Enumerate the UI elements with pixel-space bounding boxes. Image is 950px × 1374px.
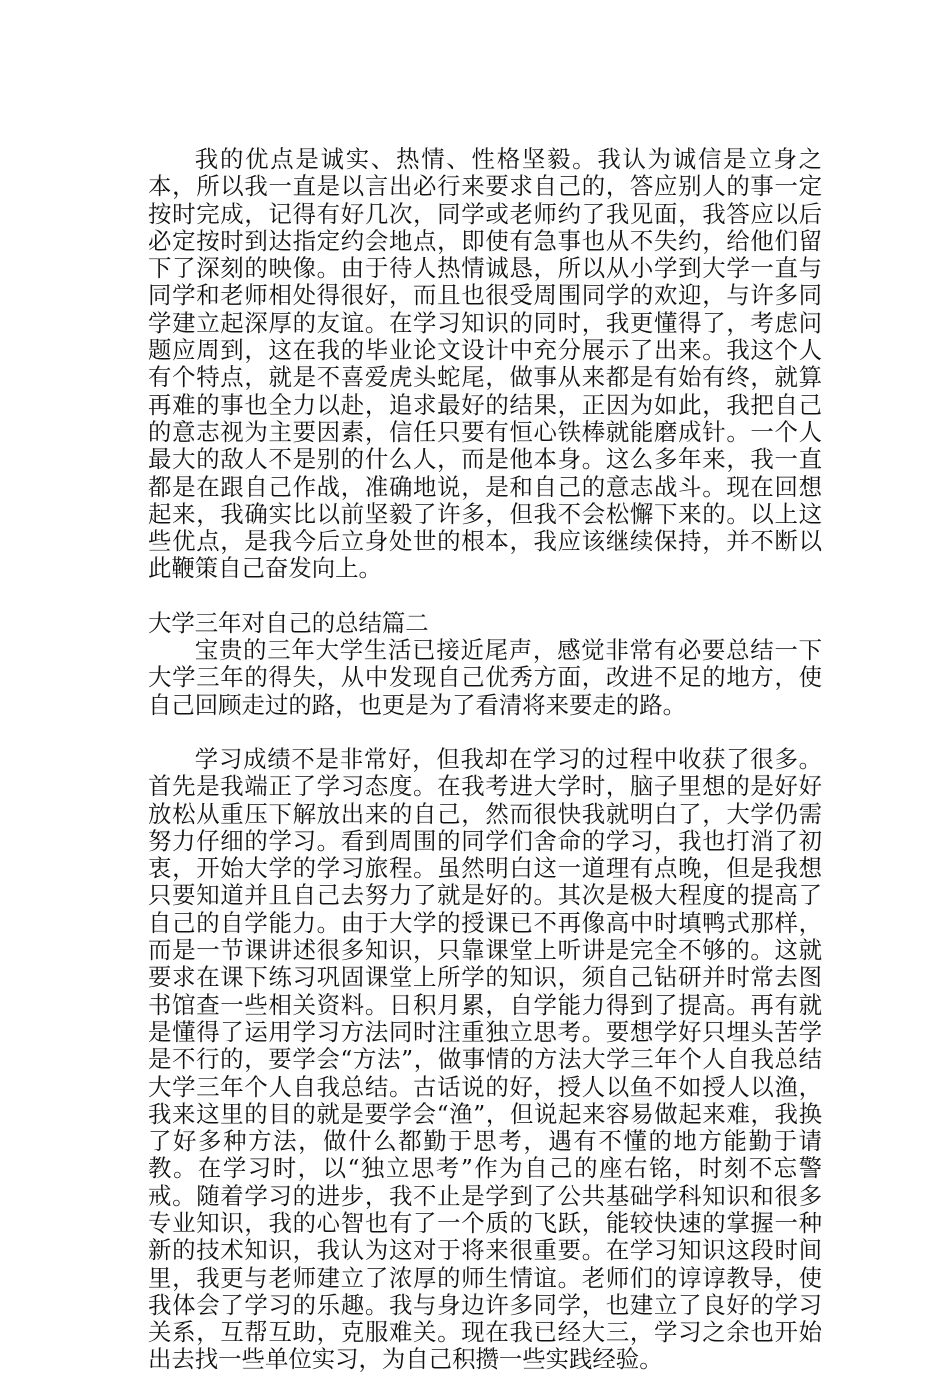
paragraph-strengths: 我的优点是诚实、热情、性格坚毅。我认为诚信是立身之本，所以我一直是以言出必行来要求自己的，答应别人的事一定按时完成，记得有好几次，同学或老师约了我见面，我答应以后必定按时到达指定约会地点，即使有急事也从不失约，给他们留下了深刻的映像。由于待人热情诚恳，所以从小学到大学一直与同学和老师相处得很好，而且也很受周围同学的欢迎，与许多同学建立起深厚的友谊。在学习知识的同时，我更懂得了，考虑问题应周到，这在我的毕业论文设计中充分展示了出来。我这个人有个特点，就是不喜爱虎头蛇尾，做事从来都是有始有终，就算再难的事也全力以赴，追求最好的结果，正因为如此，我把自己的意志视为主要因素，信任只要有恒心铁棒就能磨成针。一个人最大的敌人不是别的什么人，而是他本身。这么多年来，我一直都是在跟自己作战，准确地说，是和自己的意志战斗。现在回想起来，我确实比以前坚毅了许多，但我不会松懈下来的。以上这些优点，是我今后立身处世的根本，我应该继续保持，并不断以此鞭策自己奋发向上。	[148, 145, 822, 583]
paragraph-spacer	[148, 583, 822, 610]
section-heading: 大学三年对自己的总结篇二	[148, 608, 429, 637]
document-body	[148, 146, 822, 1374]
paragraph-study: 学习成绩不是非常好，但我却在学习的过程中收获了很多。首先是我端正了学习态度。在我考进大学时，脑子里想的是好好放松从重压下解放出来的自己，然而很快我就明白了，大学仍需努力仔细的学习。看到周围的同学们舍命的学习，我也打消了初衷，开始大学的学习旅程。虽然明白这一道理有点晚，但是我想只要知道并且自己去努力了就是好的。其次是极大程度的提高了自己的自学能力。由于大学的授课已不再像高中时填鸭式那样，而是一节课讲述很多知识，只靠课堂上听讲是完全不够的。这就要求在课下练习巩固课堂上所学的知识，须自己钻研并时常去图书馆查一些相关资料。日积月累，自学能力得到了提高。再有就是懂得了运用学习方法同时注重独立思考。要想学好只埋头苦学是不行的，要学会“方法”，做事情的方法大学三年个人自我总结大学三年个人自我总结。古话说的好，授人以鱼不如授人以渔，我来这里的目的就是要学会“渔”，但说起来容易做起来难，我换了好多种方法，做什么都勤于思考，遇有不懂的地方能勤于请教。在学习时，以“独立思考”作为自己的座右铭，时刻不忘警戒。随着学习的进步，我不止是学到了公共基础学科知识和很多专业知识，我的心智也有了一个质的飞跃，能较快速的掌握一种新的技术知识，我认为这对于将来很重要。在学习知识这段时间里，我更与老师建立了浓厚的师生情谊。老师们的谆谆教导，使我体会了学习的乐趣。我与身边许多同学，也建立了良好的学习关系，互帮互助，克服难关。现在我已经大三，学习之余也开始出去找一些单位实习，为自己积攒一些实践经验。	[148, 744, 822, 1374]
paragraph-spacer	[148, 719, 822, 746]
paragraph-intro: 宝贵的三年大学生活已接近尾声，感觉非常有必要总结一下大学三年的得失，从中发现自己优秀方面，改进不足的地方，使自己回顾走过的路，也更是为了看清将来要走的路。	[148, 636, 822, 719]
